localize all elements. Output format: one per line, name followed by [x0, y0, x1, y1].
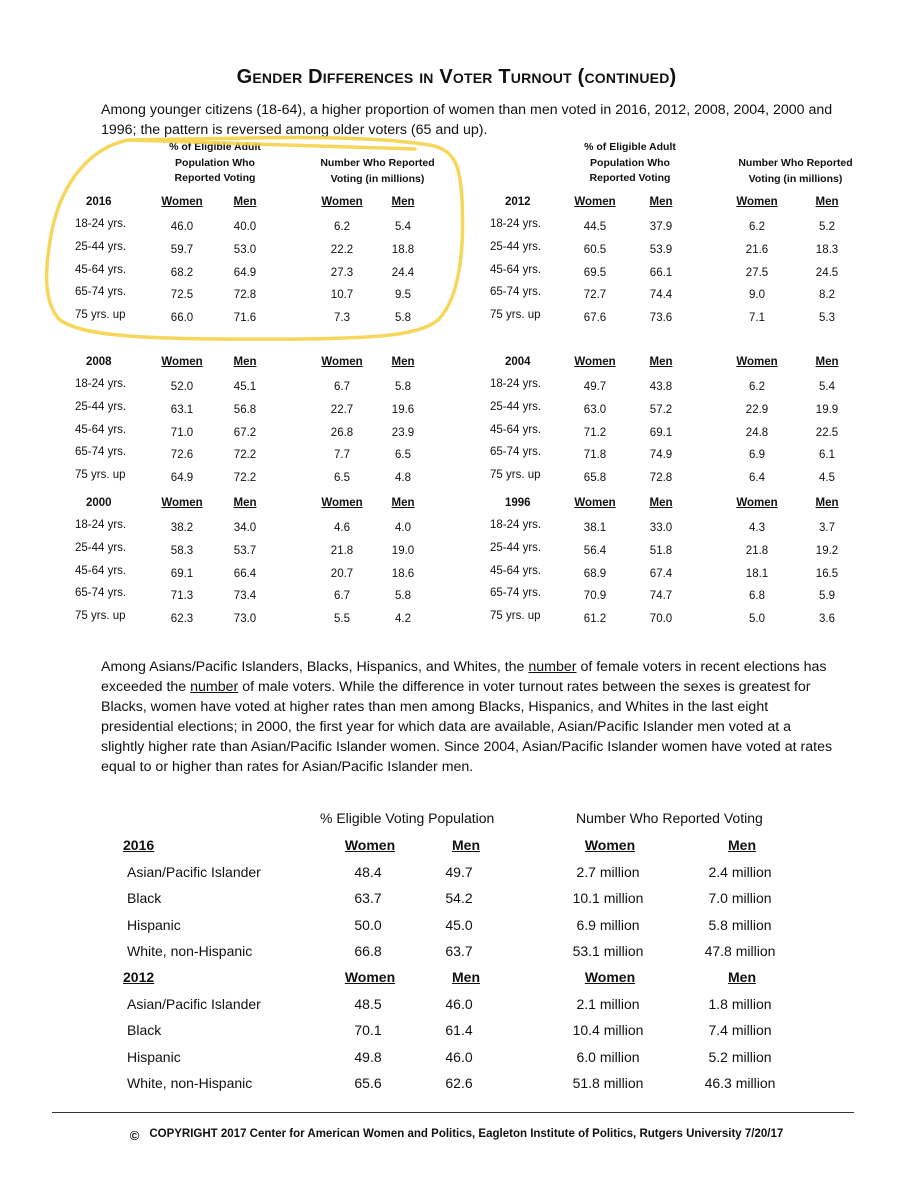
pct-women-value: 72.5 [170, 289, 194, 302]
col-header-men: Men [452, 837, 480, 853]
pct-women-value: 71.2 [583, 426, 607, 439]
col-header-women: Women [161, 497, 203, 509]
num-women-value: 26.8 [330, 426, 354, 439]
num-men-value: 19.6 [391, 403, 415, 416]
num-men-value: 5.4 [395, 221, 411, 233]
pct-women-value: 67.6 [583, 312, 607, 325]
age-label: 45-64 yrs. [75, 263, 127, 276]
col-header-women: Women [574, 497, 616, 509]
pct-men-value: 74.7 [649, 590, 673, 603]
num-men-value: 5.9 [819, 590, 835, 603]
num-women-value: 7.1 [749, 312, 765, 325]
race-num-men: 7.0 million [708, 890, 772, 906]
race-head-pct: % Eligible Voting Population [320, 810, 495, 826]
para-part-3: of male voters. While the difference in voter turnout rates between the sexes is greatest for Blacks, women have voted at higher rates than men among Blacks, Hispanics, and Whites in the last eight presidential elections; in 2000, the first year for which data are available, Asian/Pacific Islander men voted at a slightly higher rate than Asian/Pacific Islander women. Since 2004, Asian/Pacific Islander women have voted at rates equal to or higher than rates for Asian/Pacific Islander men. [101, 679, 833, 775]
num-women-value: 21.8 [330, 544, 354, 557]
pct-men-value: 73.6 [649, 312, 673, 325]
footer-text: COPYRIGHT 2017 Center for American Women and Politics, Eagleton Institute of Politics, Rutgers University 7/20/17 [149, 1128, 784, 1140]
col-header-men: Men [452, 969, 480, 985]
age-label: 25-44 yrs. [490, 541, 542, 554]
age-label: 18-24 yrs. [490, 378, 542, 390]
num-women-value: 6.7 [334, 590, 350, 603]
col-header-men: Men [815, 196, 839, 208]
pct-men-value: 33.0 [649, 522, 673, 534]
age-label: 75 yrs. up [75, 610, 126, 623]
race-table-year: 2016 [123, 837, 155, 853]
col-header-women: Women [574, 356, 616, 368]
pct-women-value: 56.4 [583, 544, 607, 557]
race-num-women: 2.1 million [576, 995, 640, 1012]
num-men-value: 5.8 [395, 381, 411, 393]
age-label: 65-74 yrs. [75, 587, 127, 600]
num-men-value: 5.2 [819, 221, 835, 233]
race-pct-men: 62.6 [445, 1075, 473, 1091]
pct-men-value: 67.2 [233, 426, 257, 439]
num-women-value: 22.2 [330, 243, 354, 256]
age-label: 25-44 yrs. [75, 541, 127, 554]
col-header-women: Women [736, 196, 778, 208]
pct-men-value: 67.4 [649, 567, 673, 580]
col-header-women: Women [584, 969, 636, 985]
race-num-men: 5.2 million [708, 1048, 772, 1065]
num-men-value: 9.5 [395, 289, 411, 302]
race-num-women: 6.9 million [576, 916, 640, 933]
footer [0, 1128, 913, 1143]
table-year: 2000 [86, 497, 112, 509]
race-num-women: 10.4 million [572, 1022, 644, 1038]
pct-women-value: 38.2 [170, 522, 194, 534]
race-num-women: 2.7 million [576, 863, 640, 880]
pct-men-value: 53.9 [649, 243, 673, 256]
col-header-men: Men [728, 969, 756, 985]
col-header-women: Women [161, 196, 203, 208]
num-men-value: 6.5 [395, 449, 411, 462]
num-header-right: Number Who Reported Voting (in millions) [738, 157, 853, 185]
num-men-value: 3.7 [819, 522, 835, 534]
pct-men-value: 72.2 [233, 472, 257, 485]
race-pct-men: 46.0 [445, 1048, 473, 1065]
col-header-women: Women [736, 356, 778, 368]
race-pct-men: 63.7 [445, 943, 473, 959]
age-label: 75 yrs. up [490, 469, 541, 482]
footer-divider [52, 1112, 854, 1113]
pct-men-value: 57.2 [649, 403, 673, 416]
race-num-men: 47.8 million [704, 943, 776, 959]
num-women-value: 7.3 [334, 312, 350, 325]
col-header-men: Men [391, 497, 415, 509]
col-header-women: Women [321, 196, 363, 208]
num-women-value: 27.3 [330, 266, 354, 279]
race-paragraph [101, 657, 836, 777]
pct-women-value: 60.5 [583, 243, 607, 256]
num-men-value: 4.2 [395, 613, 411, 626]
age-label: 75 yrs. up [490, 610, 541, 623]
pct-men-value: 74.9 [649, 449, 673, 462]
num-men-value: 5.3 [819, 312, 835, 325]
race-pct-women: 50.0 [354, 916, 382, 933]
col-header-men: Men [233, 196, 257, 208]
age-label: 45-64 yrs. [490, 423, 542, 436]
num-men-value: 5.4 [819, 381, 835, 393]
col-header-men: Men [815, 356, 839, 368]
num-women-value: 6.2 [749, 221, 765, 233]
race-pct-men: 49.7 [445, 863, 473, 880]
num-women-value: 21.8 [745, 544, 769, 557]
age-label: 75 yrs. up [75, 309, 126, 322]
race-pct-men: 45.0 [445, 916, 473, 933]
pct-men-value: 40.0 [233, 221, 257, 233]
col-header-women: Women [161, 356, 203, 368]
pct-men-value: 72.8 [649, 472, 673, 485]
pct-men-value: 71.6 [233, 312, 257, 325]
race-head-num: Number Who Reported Voting [576, 810, 763, 826]
num-men-value: 8.2 [819, 289, 835, 302]
race-pct-men: 54.2 [445, 890, 473, 906]
col-header-men: Men [649, 196, 673, 208]
pct-men-value: 69.1 [649, 426, 673, 439]
pct-men-value: 51.8 [649, 544, 673, 557]
age-label: 65-74 yrs. [75, 286, 127, 299]
age-label: 45-64 yrs. [490, 263, 542, 276]
pct-men-value: 73.4 [233, 590, 257, 603]
race-group-label: Black [127, 890, 162, 906]
num-women-value: 6.5 [334, 472, 350, 485]
col-header-women: Women [344, 969, 396, 985]
num-men-value: 5.8 [395, 590, 411, 603]
intro-text: Among younger citizens (18-64), a higher proportion of women than men voted in 2016, 2012, 2008, 2004, 2000 and 1996; the pattern is reversed among older voters (65 and up). [101, 102, 833, 138]
pct-women-value: 61.2 [583, 613, 607, 626]
age-label: 65-74 yrs. [490, 587, 542, 600]
pct-women-value: 68.9 [583, 567, 607, 580]
num-women-value: 6.2 [749, 381, 765, 393]
race-pct-women: 63.7 [354, 890, 382, 906]
pct-women-value: 58.3 [170, 544, 194, 557]
race-pct-women: 65.6 [354, 1075, 382, 1091]
age-label: 25-44 yrs. [75, 400, 127, 413]
num-men-value: 6.1 [819, 449, 835, 462]
age-label: 18-24 yrs. [75, 218, 127, 230]
race-group-label: Hispanic [127, 916, 181, 933]
age-label: 75 yrs. up [490, 309, 541, 322]
pct-men-value: 74.4 [649, 289, 673, 302]
col-header-women: Women [736, 497, 778, 509]
num-women-value: 27.5 [745, 266, 769, 279]
race-group-label: White, non-Hispanic [127, 1075, 253, 1091]
pct-men-value: 64.9 [233, 266, 257, 279]
race-pct-women: 48.5 [354, 995, 382, 1012]
pct-women-value: 72.7 [583, 289, 607, 302]
pct-women-value: 71.8 [583, 449, 607, 462]
race-group-label: Asian/Pacific Islander [127, 995, 261, 1012]
age-label: 75 yrs. up [75, 469, 126, 482]
num-header-left: Number Who Reported Voting (in millions) [320, 157, 435, 185]
race-num-men: 46.3 million [704, 1075, 776, 1091]
pct-women-value: 68.2 [170, 266, 194, 279]
pct-women-value: 65.8 [583, 472, 607, 485]
pct-men-value: 53.7 [233, 544, 257, 557]
para-part-2: of female voters in recent elections has exceeded the [101, 659, 827, 695]
pct-men-value: 73.0 [233, 613, 257, 626]
pct-women-value: 63.1 [170, 403, 194, 416]
race-num-men: 2.4 million [708, 863, 772, 880]
age-label: 18-24 yrs. [490, 218, 542, 230]
num-men-value: 18.6 [391, 567, 415, 580]
col-header-women: Women [574, 196, 616, 208]
race-pct-women: 49.8 [354, 1048, 382, 1065]
col-header-men: Men [233, 497, 257, 509]
num-women-value: 4.6 [334, 522, 350, 534]
num-men-value: 4.0 [395, 522, 411, 534]
table-year: 2008 [86, 356, 112, 368]
pct-women-value: 66.0 [170, 312, 194, 325]
race-table-year: 2012 [123, 969, 155, 985]
age-label: 25-44 yrs. [490, 400, 542, 413]
age-label: 45-64 yrs. [75, 564, 127, 577]
race-group-label: Asian/Pacific Islander [127, 863, 261, 880]
pct-women-value: 44.5 [583, 221, 607, 233]
col-header-men: Men [649, 356, 673, 368]
race-pct-men: 46.0 [445, 995, 473, 1012]
pct-men-value: 37.9 [649, 221, 673, 233]
num-women-value: 6.9 [749, 449, 765, 462]
race-group-label: White, non-Hispanic [127, 943, 253, 959]
num-women-value: 24.8 [745, 426, 769, 439]
race-num-women: 51.8 million [572, 1075, 644, 1091]
race-num-men: 1.8 million [708, 995, 772, 1012]
num-men-value: 24.4 [391, 266, 415, 279]
num-women-value: 6.7 [334, 381, 350, 393]
num-women-value: 22.9 [745, 403, 769, 416]
age-label: 45-64 yrs. [75, 423, 127, 436]
race-num-men: 5.8 million [708, 916, 772, 933]
pct-header-right: % of Eligible Adult Population Who Reported Voting [584, 141, 676, 184]
pct-men-value: 66.1 [649, 266, 673, 279]
num-men-value: 24.5 [815, 266, 839, 279]
num-men-value: 16.5 [815, 567, 839, 580]
col-header-men: Men [391, 356, 415, 368]
num-men-value: 19.0 [391, 544, 415, 557]
pct-women-value: 62.3 [170, 613, 194, 626]
num-women-value: 6.4 [749, 472, 765, 485]
num-men-value: 18.8 [391, 243, 415, 256]
age-label: 25-44 yrs. [490, 240, 542, 253]
pct-women-value: 46.0 [170, 221, 194, 233]
pct-men-value: 53.0 [233, 243, 257, 256]
pct-men-value: 72.8 [233, 289, 257, 302]
num-men-value: 3.6 [819, 613, 835, 626]
pct-men-value: 43.8 [649, 381, 673, 393]
num-women-value: 5.0 [749, 613, 765, 626]
num-women-value: 9.0 [749, 289, 765, 302]
pct-women-value: 72.6 [170, 449, 194, 462]
race-pct-men: 61.4 [445, 1022, 473, 1038]
page-title: Gender Differences in Voter Turnout (continued) [236, 66, 677, 88]
num-women-value: 22.7 [330, 403, 354, 416]
num-women-value: 5.5 [334, 613, 350, 626]
race-num-women: 6.0 million [576, 1048, 640, 1065]
num-women-value: 21.6 [745, 243, 769, 256]
num-men-value: 4.5 [819, 472, 835, 485]
para-underline-2: number [190, 679, 239, 695]
pct-women-value: 52.0 [170, 381, 194, 393]
age-label: 18-24 yrs. [490, 519, 542, 531]
pct-men-value: 70.0 [649, 613, 673, 626]
table-year: 2004 [505, 356, 531, 368]
num-women-value: 6.2 [334, 221, 350, 233]
race-num-women: 53.1 million [572, 943, 644, 959]
num-women-value: 18.1 [745, 567, 769, 580]
age-label: 45-64 yrs. [490, 564, 542, 577]
race-group-label: Hispanic [127, 1048, 181, 1065]
num-men-value: 19.9 [815, 403, 839, 416]
pct-header-left: % of Eligible Adult Population Who Reported Voting [169, 141, 261, 184]
pct-women-value: 64.9 [170, 472, 194, 485]
num-women-value: 20.7 [330, 567, 354, 580]
pct-women-value: 69.1 [170, 567, 194, 580]
pct-men-value: 56.8 [233, 403, 257, 416]
age-label: 65-74 yrs. [75, 446, 127, 459]
age-label: 25-44 yrs. [75, 240, 127, 253]
race-num-women: 10.1 million [572, 890, 644, 906]
race-group-label: Black [127, 1022, 162, 1038]
col-header-men: Men [649, 497, 673, 509]
table-year: 1996 [505, 497, 531, 509]
pct-women-value: 71.0 [170, 426, 194, 439]
col-header-women: Women [584, 837, 636, 853]
col-header-women: Women [344, 837, 396, 853]
pct-women-value: 69.5 [583, 266, 607, 279]
col-header-men: Men [391, 196, 415, 208]
col-header-women: Women [321, 356, 363, 368]
num-men-value: 4.8 [395, 472, 411, 485]
num-men-value: 23.9 [391, 426, 415, 439]
pct-men-value: 45.1 [233, 381, 257, 393]
para-part-1: Among Asians/Pacific Islanders, Blacks, Hispanics, and Whites, the [101, 659, 529, 675]
num-men-value: 19.2 [815, 544, 839, 557]
num-men-value: 22.5 [815, 426, 839, 439]
race-pct-women: 70.1 [354, 1022, 382, 1038]
pct-women-value: 59.7 [170, 243, 194, 256]
age-label: 18-24 yrs. [75, 519, 127, 531]
table-year: 2016 [86, 196, 112, 208]
pct-women-value: 70.9 [583, 590, 607, 603]
age-label: 65-74 yrs. [490, 286, 542, 299]
race-pct-women: 66.8 [354, 943, 382, 959]
pct-men-value: 34.0 [233, 522, 257, 534]
table-year: 2012 [505, 196, 531, 208]
num-women-value: 6.8 [749, 590, 765, 603]
pct-women-value: 71.3 [170, 590, 194, 603]
para-underline-1: number [528, 659, 577, 675]
col-header-women: Women [321, 497, 363, 509]
race-pct-women: 48.4 [354, 863, 382, 880]
num-men-value: 18.3 [815, 243, 839, 256]
race-num-men: 7.4 million [708, 1022, 772, 1038]
copyright-symbol: © [129, 1128, 140, 1143]
col-header-men: Men [233, 356, 257, 368]
num-women-value: 4.3 [749, 522, 765, 534]
pct-men-value: 66.4 [233, 567, 257, 580]
pct-women-value: 38.1 [583, 522, 607, 534]
age-label: 18-24 yrs. [75, 378, 127, 390]
num-women-value: 7.7 [334, 449, 350, 462]
pct-men-value: 72.2 [233, 449, 257, 462]
col-header-men: Men [815, 497, 839, 509]
age-label: 65-74 yrs. [490, 446, 542, 459]
num-women-value: 10.7 [330, 289, 354, 302]
pct-women-value: 63.0 [583, 403, 607, 416]
pct-women-value: 49.7 [583, 381, 607, 393]
num-men-value: 5.8 [395, 312, 411, 325]
col-header-men: Men [728, 837, 756, 853]
